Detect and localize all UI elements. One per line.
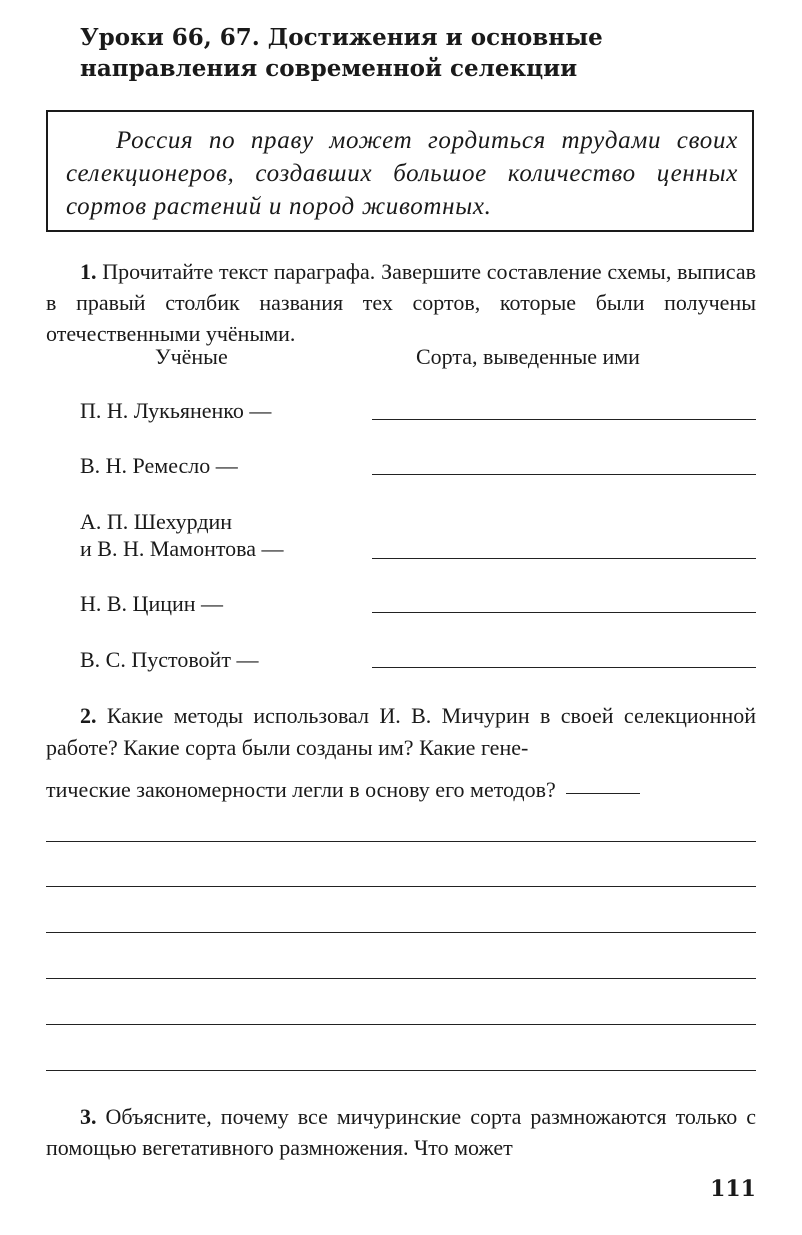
scientist-lukyanenko: П. Н. Лукьяненко — [80,398,272,423]
answer-line-2[interactable] [46,886,756,887]
task-3-number: 3. [80,1104,97,1129]
answer-line-4[interactable] [46,978,756,979]
answer-line-inline[interactable] [566,793,640,794]
scientist-mamontova: и В. Н. Мамонтова — [80,536,284,561]
task-2-number: 2. [80,703,97,728]
task-3-body: Объясните, почему все мичуринские сорта размножаются только с помощью вегетативного размножения. Что может [46,1104,757,1160]
answer-line-shekhurdin-mamontova[interactable] [372,558,756,559]
page-title: Уроки 66, 67. Достижения и основные направления современной селекции [80,24,603,82]
answer-line-1[interactable] [46,841,756,842]
task-1-number: 1. [80,259,97,284]
answer-line-3[interactable] [46,932,756,933]
scientist-shekhurdin: А. П. Шехурдин [80,509,233,534]
task-2-text-cont [46,774,756,805]
answer-line-remeslo[interactable] [372,474,756,475]
answer-line-5[interactable] [46,1024,756,1025]
page-number: 111 [710,1176,756,1202]
quote-text: Россия по праву может гордиться трудами своих селекционеров, создавших большое количество ценных сортов растений и пород животных. [66,127,738,220]
answer-line-tsitsin[interactable] [372,612,756,613]
task-3-text [46,1101,756,1163]
column-header-scientists: Учёные [155,344,228,369]
task-2-body-cont: тические закономерности легли в основу его методов? [46,777,556,802]
column-header-varieties: Сорта, выведенные ими [416,344,640,369]
task-1-text [46,256,756,349]
answer-line-6[interactable] [46,1070,756,1071]
scientist-tsitsin: Н. В. Цицин — [80,591,224,616]
scientist-remeslo: В. Н. Ремесло — [80,453,238,478]
answer-line-pustovoit[interactable] [372,667,756,668]
quote-box [46,110,754,232]
task-2-text [46,700,756,764]
task-1-body: Прочитайте текст параграфа. Завершите составление схемы, выписав в правый столбик названия тех сортов, которые были получены отечественными учёными. [46,259,756,346]
task-2-body: Какие методы использовал И. В. Мичурин в своей селекционной работе? Какие сорта были созданы им? Какие гене- [46,703,757,760]
scientist-pustovoit: В. С. Пустовойт — [80,647,259,672]
answer-line-lukyanenko[interactable] [372,419,756,420]
